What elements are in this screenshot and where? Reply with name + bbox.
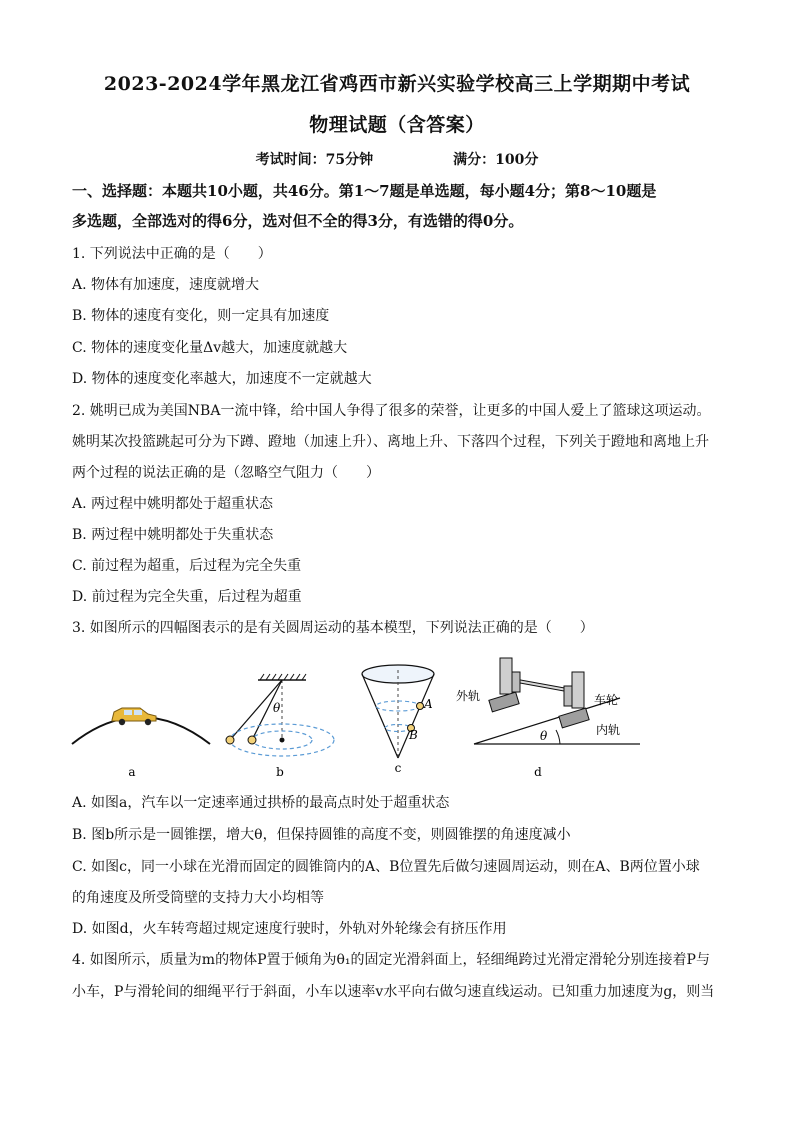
q1-option-a: A. 物体有加速度，速度就增大: [72, 277, 260, 293]
figure-a-bridge: [72, 708, 210, 779]
label-outer-rail: 外轨: [456, 689, 481, 703]
q2-stem-1: 2. 姚明已成为美国NBA一流中锋，给中国人争得了很多的荣誉，让更多的中国人爱上了篮球这项运动。: [72, 403, 711, 419]
q2-option-d: D. 前过程为完全失重，后过程为超重: [72, 589, 302, 605]
figure-c-cone: [362, 665, 434, 775]
section-heading-2: 多选题，全部选对的得6分，选对但不全的得3分，有选错的得0分。: [72, 212, 524, 230]
q2-stem-3: 两个过程的说法正确的是（忽略空气阻力（ ）: [72, 465, 380, 481]
q1-stem: 1. 下列说法中正确的是（ ）: [72, 246, 272, 262]
cone-point-b: B: [409, 728, 418, 742]
exam-meta: [0, 149, 794, 169]
label-inner-rail: 内轨: [596, 723, 621, 737]
q2-option-a: A. 两过程中姚明都处于超重状态: [72, 496, 274, 512]
cone-point-a: A: [424, 697, 433, 711]
figure-a-label: a: [128, 765, 136, 779]
figure-b-pendulum: [226, 674, 334, 779]
doc-title-line1: 2023-2024学年黑龙江省鸡西市新兴实验学校高三上学期期中考试: [103, 73, 691, 95]
q3-option-c1: C. 如图c，同一小球在光滑而固定的圆锥筒内的A、B位置先后做匀速圆周运动，则在A、B两位置小球: [72, 859, 700, 875]
q4-stem-2: 小车，P与滑轮间的细绳平行于斜面，小车以速率v水平向右做匀速直线运动。已知重力加速度为g，则当: [72, 984, 715, 1000]
q2-option-c: C. 前过程为超重，后过程为完全失重: [72, 558, 302, 574]
q2-stem-2: 姚明某次投篮跳起可分为下蹲、蹬地（加速上升）、离地上升、下落四个过程，下列关于蹬地和离地上升: [72, 434, 709, 450]
q3-option-a: A. 如图a，汽车以一定速率通过拱桥的最高点时处于超重状态: [72, 795, 450, 811]
figure-d-label: d: [534, 765, 542, 779]
label-wheel: 车轮: [594, 693, 619, 707]
q3-option-c2: 的角速度及所受筒壁的支持力大小均相等: [72, 890, 324, 906]
exam-score: 满分：100分: [453, 152, 539, 168]
section-heading-1: 一、选择题：本题共10小题，共46分。第1～7题是单选题，每小题4分；第8～10题是: [72, 182, 657, 200]
figure-b-label: b: [276, 765, 284, 779]
figure-d-theta: θ: [540, 729, 548, 743]
q1-option-c: C. 物体的速度变化量Δv越大，加速度就越大: [72, 340, 348, 356]
figure-c-label: c: [394, 761, 402, 775]
doc-title-line2: 物理试题（含答案）: [309, 114, 485, 136]
q4-stem-1: 4. 如图所示，质量为m的物体P置于倾角为θ₁的固定光滑斜面上，轻细绳跨过光滑定滑轮分别连接着P与: [72, 952, 710, 968]
exam-time: 考试时间：75分钟: [255, 152, 374, 168]
q1-option-d: D. 物体的速度变化率越大，加速度不一定就越大: [72, 371, 372, 387]
q3-option-b: B. 图b所示是一圆锥摆，增大θ，但保持圆锥的高度不变，则圆锥摆的角速度减小: [72, 827, 571, 843]
car-icon: [112, 708, 156, 725]
q3-stem: 3. 如图所示的四幅图表示的是有关圆周运动的基本模型，下列说法正确的是（ ）: [72, 620, 594, 636]
q2-option-b: B. 两过程中姚明都处于失重状态: [72, 527, 274, 543]
q3-figures: [60, 650, 740, 780]
q1-option-b: B. 物体的速度有变化，则一定具有加速度: [72, 308, 330, 324]
q3-option-d: D. 如图d，火车转弯超过规定速度行驶时，外轨对外轮缘会有挤压作用: [72, 921, 507, 937]
figure-d-rail: [456, 658, 640, 779]
figure-b-theta: θ: [273, 701, 281, 715]
